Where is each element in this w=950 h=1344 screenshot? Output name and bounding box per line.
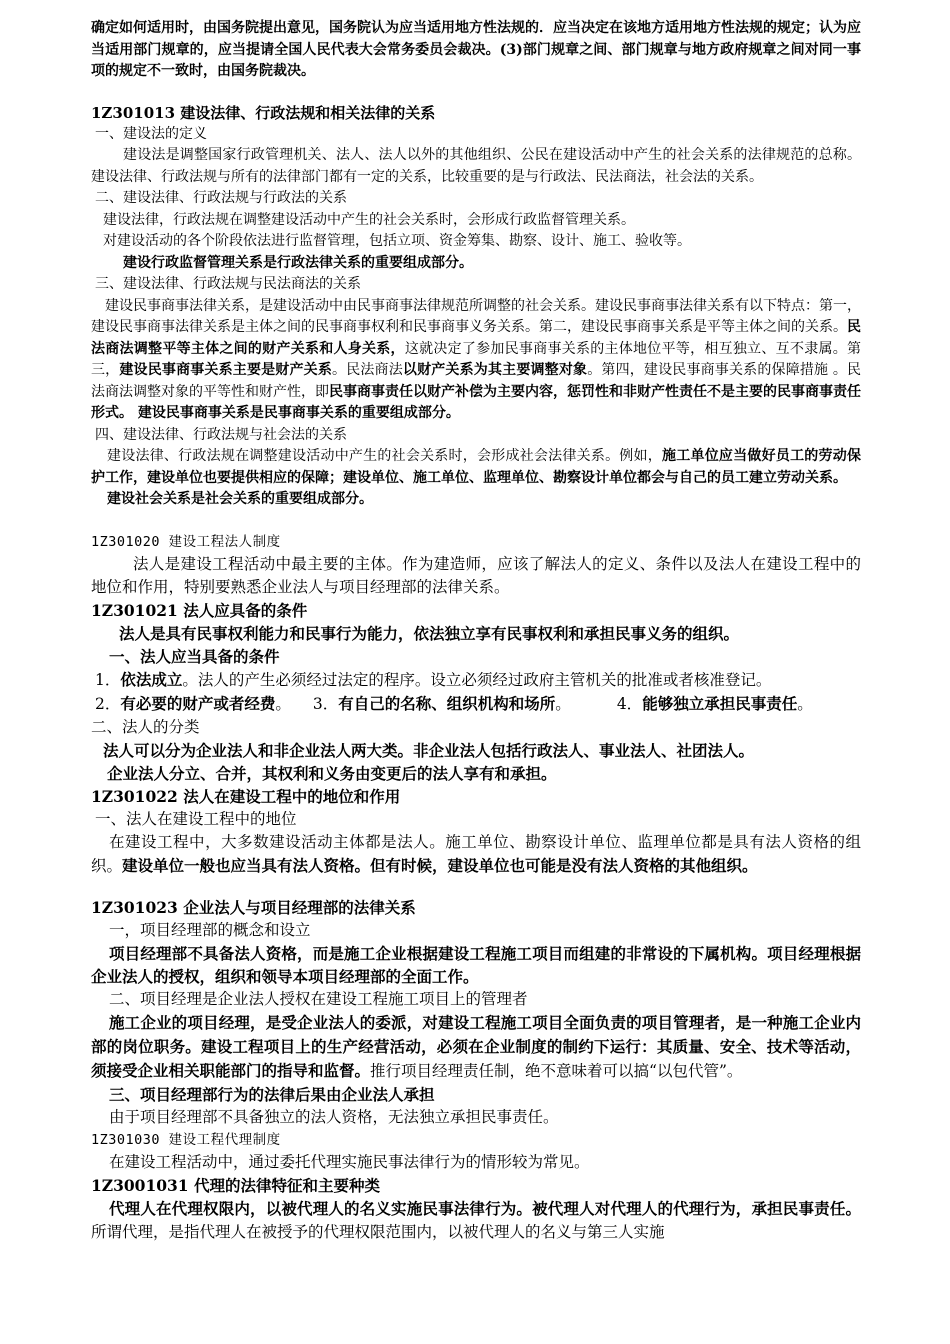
paragraph-admin-1: 建设法律，行政法规在调整建设活动中产生的社会关系时，会形成行政监督管理关系。	[103, 211, 635, 228]
condition-2-text: 。	[275, 694, 291, 713]
paragraph-legal-person-def: 法人是具有民事权利能力和民事行为能力，依法独立享有民事权利和承担民事义务的组织。	[119, 623, 740, 643]
paragraph-social-law-2: 建设社会关系是社会关系的重要组成部分。	[107, 491, 373, 507]
subheading-status: 一、法人在建设工程中的地位	[95, 809, 297, 828]
document-page	[91, 18, 861, 1244]
condition-1-num: 1．	[95, 670, 121, 689]
condition-2-title: 有必要的财产或者经费	[120, 693, 276, 713]
social-bold-1: 施工单位应当做好员工的劳动保护工作，建设单位也要提供相应的保障；建设单位、施工单位、监理单位、勘察设计单位都会与自己的员工建立劳动关系。	[91, 448, 861, 486]
condition-3-num: 3．	[312, 694, 339, 713]
civil-text-2: 这就决定了参加民事商事关系的主体地位平等，相互独立、互不隶属。第三，	[91, 340, 861, 378]
subheading-admin-law: 二、建设法律、行政法规与行政法的关系	[95, 190, 347, 206]
section-heading-1z3001031: 1Z3001031 代理的法律特征和主要种类	[91, 1175, 380, 1195]
paragraph-status	[91, 831, 861, 878]
section-heading-1z301021: 1Z301021 法人应具备的条件	[91, 600, 308, 620]
agency-bold: 代理人在代理权限内，以被代理人的名义实施民事法律行为。被代理人对代理人的代理行为，承担民事责任。	[109, 1198, 861, 1218]
condition-3-title: 有自己的名称、组织机构和场所	[338, 693, 556, 713]
section-heading-1z301020: 1Z301020 建设工程法人制度	[91, 533, 281, 550]
condition-1	[91, 668, 861, 692]
section-heading-1z301023: 1Z301023 企业法人与项目经理部的法律关系	[91, 897, 416, 917]
section-heading-1z301013: 1Z301013 建设法律、行政法规和相关法律的关系	[91, 103, 436, 122]
subheading-conditions: 一、法人应当具备的条件	[109, 646, 280, 666]
condition-3-text: 。	[555, 694, 571, 713]
paragraph-admin-2: 对建设活动的各个阶段依法进行监督管理，包括立项、资金筹集、勘察、设计、施工、验收等。	[103, 233, 691, 249]
paragraph-project-manager	[91, 1011, 861, 1083]
paragraph-legal-person-intro: 法人是建设工程活动中最主要的主体。作为建造师，应该了解法人的定义、条件以及法人在建设工程中的地位和作用，特别要熟悉企业法人与项目经理部的法律关系。	[91, 554, 861, 596]
paragraph-classification-1: 法人可以分为企业法人和非企业法人两大类。非企业法人包括行政法人、事业法人、社团法人。	[103, 740, 755, 760]
paragraph-project-dept: 项目经理部不具备法人资格，而是施工企业根据建设工程施工项目而组建的非常设的下属机构。项目经理根据企业法人的授权，组织和领导本项目经理部的全面工作。	[91, 943, 861, 986]
civil-text-4: 。第四，建设民事商事关系的保障措施 。民法商法调整对象的平等性和财产性，即	[91, 362, 862, 400]
condition-1-title: 依法成立	[120, 669, 183, 689]
civil-text-3: 。民法商法	[332, 362, 403, 378]
condition-4-num: 4．	[616, 694, 643, 713]
social-text-1: 建设法律、行政法规在调整建设活动中产生的社会关系时，会形成社会法律关系。例如，	[107, 448, 662, 464]
subheading-project-manager: 二、项目经理是企业法人授权在建设工程施工项目上的管理者	[109, 989, 528, 1008]
paragraph-admin-3: 建设行政监督管理关系是行政法律关系的重要组成部分。	[123, 254, 473, 271]
paragraph-agency-intro: 在建设工程活动中，通过委托代理实施民事法律行为的情形较为常见。	[109, 1152, 590, 1171]
paragraph-definition: 建设法是调整国家行政管理机关、法人、法人以外的其他组织、公民在建设活动中产生的社会关系的法律规范的总称。建设法律、行政法规与所有的法律部门都有一定的关系，比较重要的是与行政法、民法商法，社会法的关系。	[91, 147, 861, 185]
paragraph-agency-features	[91, 1197, 861, 1244]
condition-1-text: 。法人的产生必须经过法定的程序。设立必须经过政府主管机关的批准或者核准登记。	[182, 670, 772, 689]
section-heading-1z301022: 1Z301022 法人在建设工程中的地位和作用	[91, 786, 401, 806]
subheading-civil-law: 三、建设法律、行政法规与民法商法的关系	[95, 276, 361, 292]
civil-bold-2: 建设民事商事关系主要是财产关系	[119, 362, 333, 378]
project-manager-text: 推行项目经理责任制，绝不意味着可以搞“以包代管”。	[370, 1061, 743, 1080]
civil-bold-3: 以财产关系为其主要调整对象	[402, 362, 588, 378]
agency-text: 所谓代理，是指代理人在被授予的代理权限范围内，以被代理人的名义与第三人实施	[91, 1222, 665, 1241]
civil-text-1: 建设民事商事法律关系，是建设活动中由民事商事法律规范所调整的社会关系。建设民事商事法律关系有以下特点：第一，建设民事商事法律关系是主体之间的民事商事权利和民事商事义务关系。第二，建设民事商事关系是平等主体之间的关系。	[91, 297, 861, 335]
status-text: 在建设工程中，大多数建设活动主体都是法人。施工单位、勘察设计单位、监理单位都是具有法人资格的组织。	[91, 832, 861, 875]
paragraph-civil-law	[91, 296, 861, 425]
subheading-definition: 一、建设法的定义	[95, 125, 207, 142]
civil-bold-1: 民法商法调整平等主体之间的财产关系和人身关系，	[91, 319, 861, 357]
civil-bold-4: 民事商事责任以财产补偿为主要内容，惩罚性和非财产性责任不是主要的民事商事责任形式。 建设民事商事关系是民事商事关系的重要组成部分。	[91, 383, 861, 421]
conditions-2-4	[91, 692, 861, 716]
condition-4-text: 。	[797, 694, 813, 713]
paragraph-classification-2: 企业法人分立、合并，其权利和义务由变更后的法人享有和承担。	[107, 763, 557, 783]
project-manager-bold: 施工企业的项目经理，是受企业法人的委派，对建设工程施工项目全面负责的项目管理者，是一种施工企业内部的岗位职务。建设工程项目上的生产经营活动，必须在企业制度的制约下运行：其质量、安全、技术等活动，须接受企业相关职能部门的指导和监督。	[91, 1012, 861, 1080]
section-heading-1z301030: 1Z301030 建设工程代理制度	[91, 1131, 281, 1148]
paragraph-social-law	[91, 446, 861, 489]
subheading-legal-consequence: 三、项目经理部行为的法律后果由企业法人承担	[109, 1084, 435, 1104]
condition-2-num: 2．	[95, 694, 121, 713]
status-bold: 建设单位一般也应当具有法人资格。但有时候，建设单位也可能是没有法人资格的其他组织。	[122, 855, 758, 875]
subheading-classification: 二、法人的分类	[91, 717, 200, 736]
subheading-social-law: 四、建设法律、行政法规与社会法的关系	[95, 426, 347, 443]
subheading-project-dept: 一，项目经理部的概念和设立	[109, 920, 311, 939]
condition-4-title: 能够独立承担民事责任	[642, 693, 798, 713]
paragraph-legal-consequence: 由于项目经理部不具备独立的法人资格，无法独立承担民事责任。	[109, 1107, 559, 1126]
intro-paragraph: 确定如何适用时，由国务院提出意见，国务院认为应当适用地方性法规的．应当决定在该地方适用地方性法规的规定；认为应当适用部门规章的，应当提请全国人民代表大会常务委员会裁决。(3)部门规章之间、部门规章与地方政府规章之间对同一事项的规定不一致时，由国务院裁决。	[91, 20, 861, 79]
